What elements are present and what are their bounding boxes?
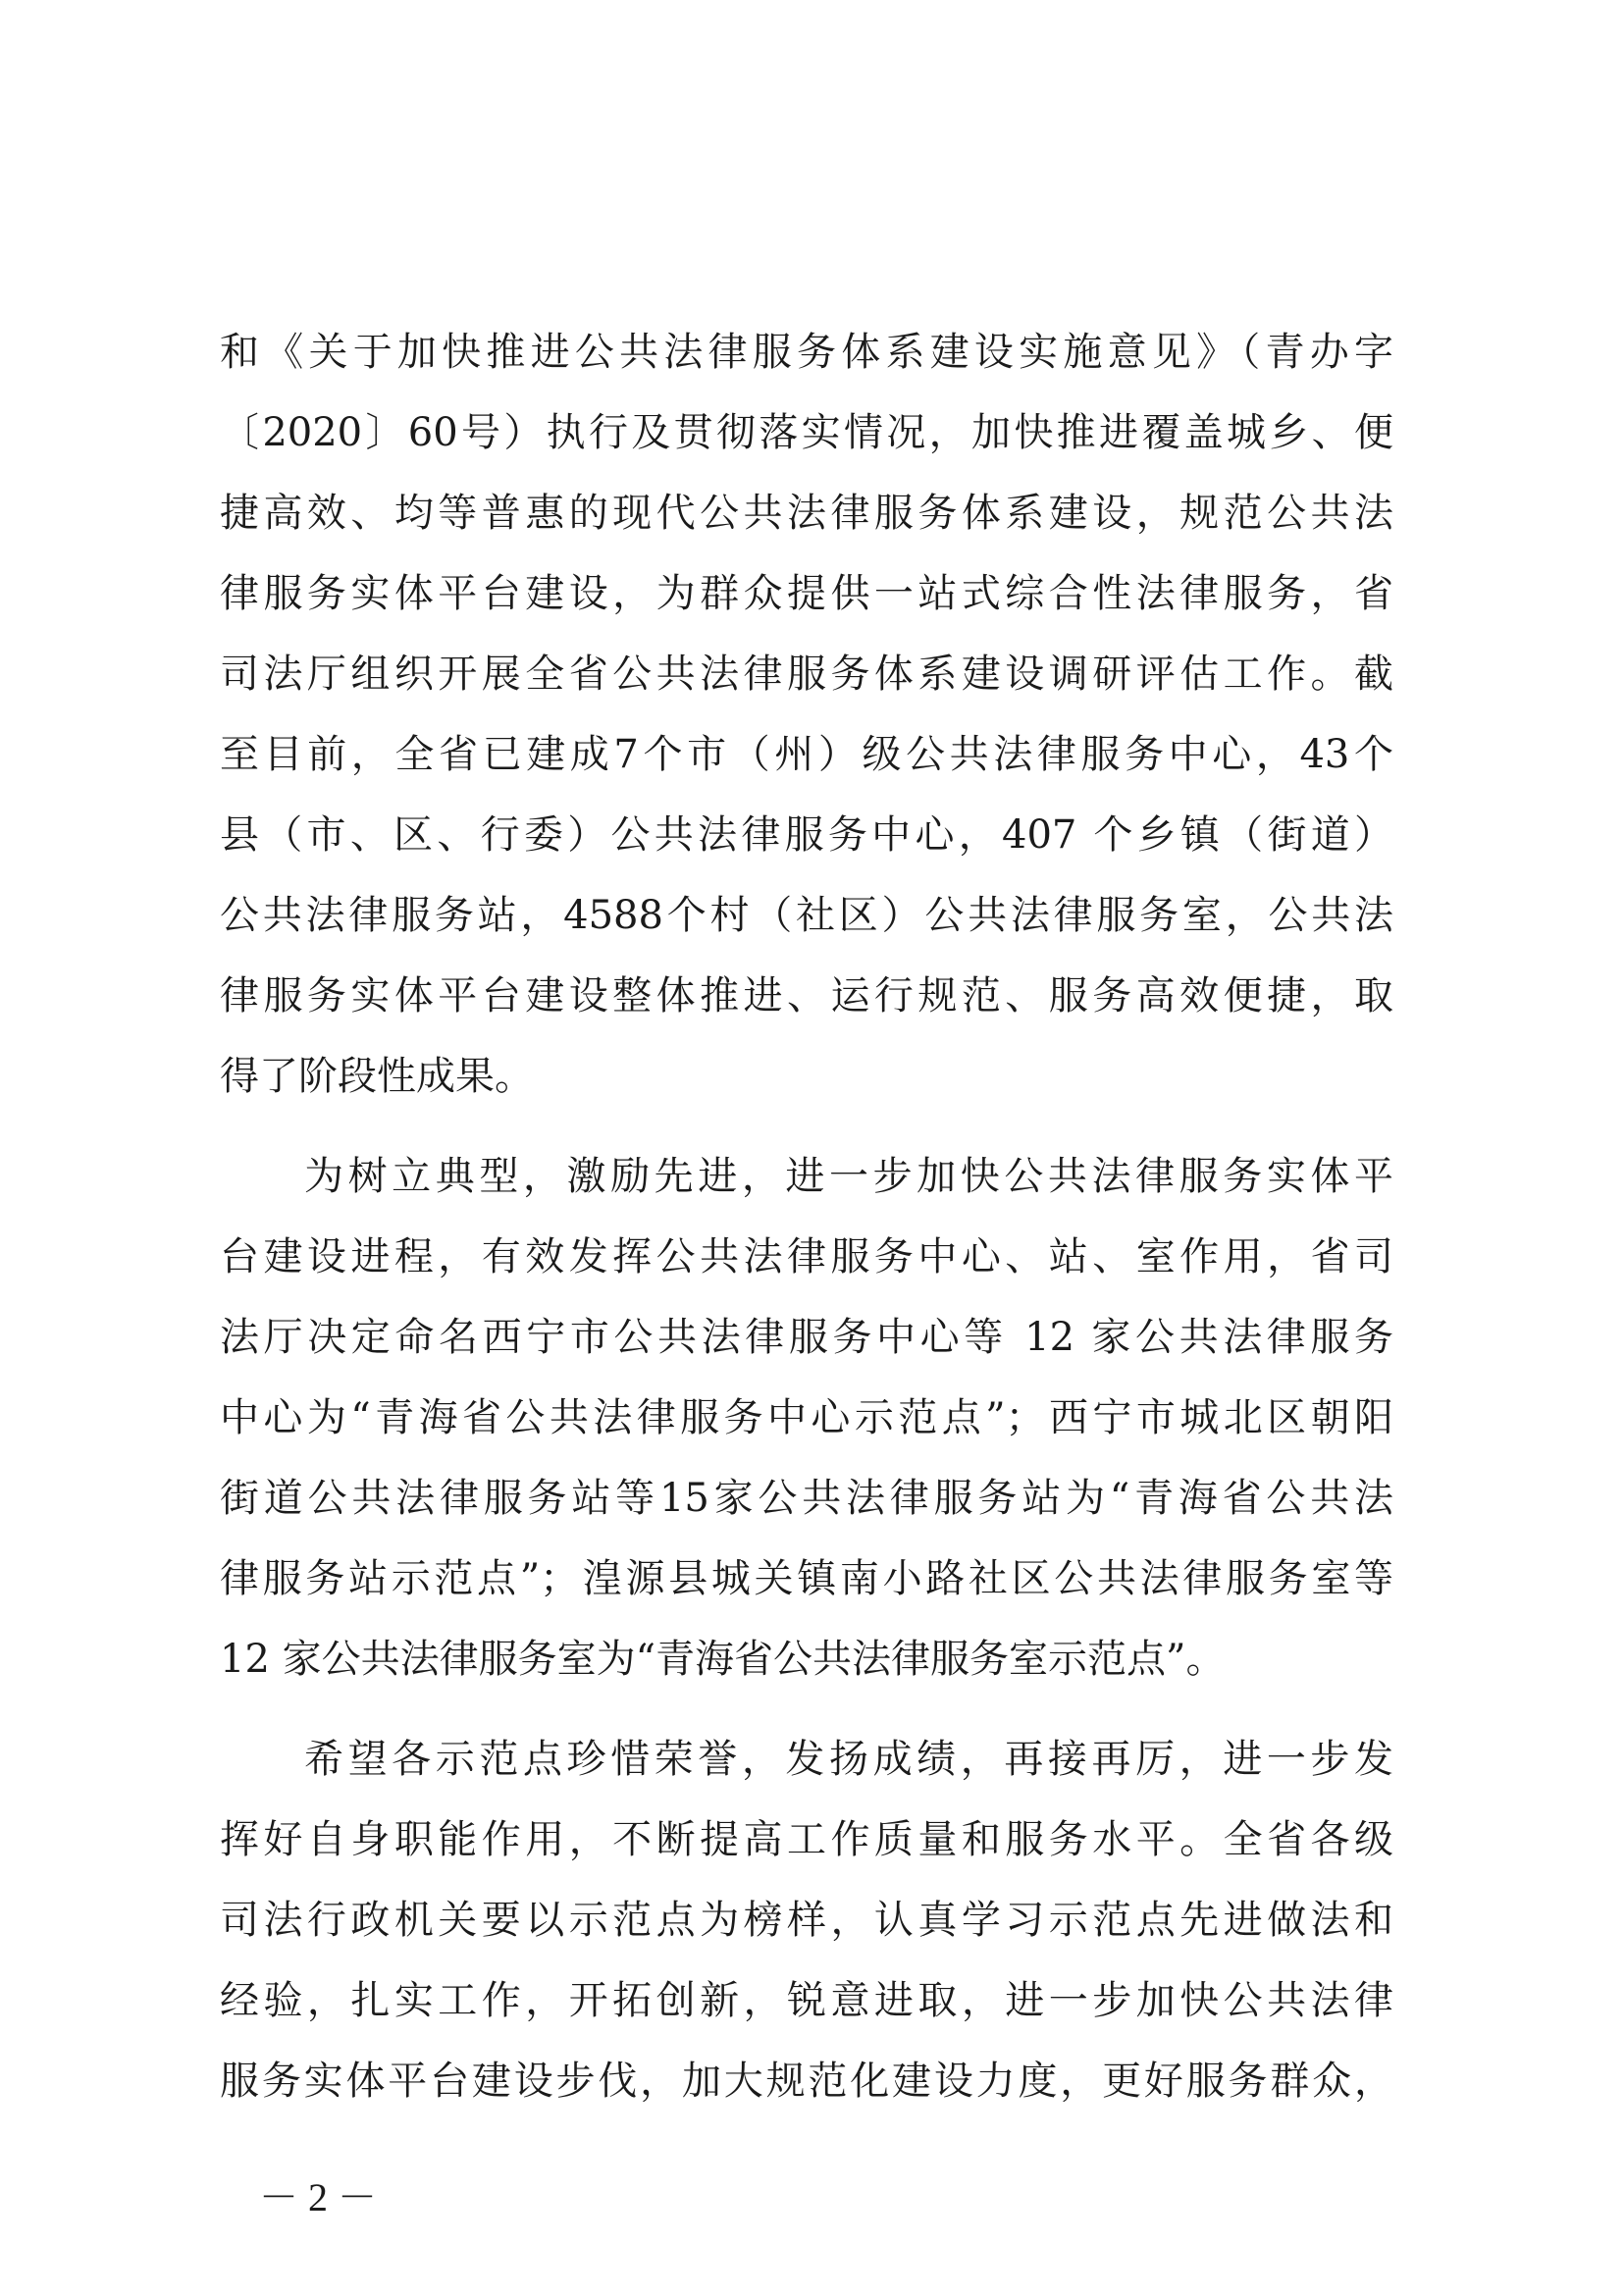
text-line: 司法厅组织开展全省公共法律服务体系建设调研评估工作。截 — [220, 652, 1393, 697]
page-number: － 2 － — [259, 2175, 377, 2219]
text-line: 为树立典型，激励先进，进一步加快公共法律服务实体平 — [304, 1154, 1393, 1199]
text-line: 律服务站示范点”；湟源县城关镇南小路社区公共法律服务室等 — [220, 1556, 1393, 1601]
text-line: 法厅决定命名西宁市公共法律服务中心等 12 家公共法律服务 — [220, 1315, 1393, 1360]
text-line: 公共法律服务站，4588个村（社区）公共法律服务室，公共法 — [220, 893, 1393, 938]
text-line: 县（市、区、行委）公共法律服务中心，407 个乡镇（街道） — [220, 812, 1393, 858]
text-line: 律服务实体平台建设整体推进、运行规范、服务高效便捷，取 — [220, 973, 1393, 1018]
text-line: 捷高效、均等普惠的现代公共法律服务体系建设，规范公共法 — [220, 491, 1393, 536]
text-line: 台建设进程，有效发挥公共法律服务中心、站、室作用，省司 — [220, 1234, 1393, 1279]
text-line: 中心为“青海省公共法律服务中心示范点”；西宁市城北区朝阳 — [220, 1395, 1393, 1440]
body-text — [220, 312, 1393, 2121]
text-line: 经验，扎实工作，开拓创新，锐意进取，进一步加快公共法律 — [220, 1978, 1393, 2023]
paragraph-gap — [220, 1699, 1393, 1719]
paragraph — [220, 312, 1393, 1117]
text-line: 得了阶段性成果。 — [220, 1054, 534, 1099]
text-line: 至目前，全省已建成7个市（州）级公共法律服务中心，43个 — [220, 732, 1393, 777]
text-line: 律服务实体平台建设，为群众提供一站式综合性法律服务，省 — [220, 571, 1393, 616]
text-line: 街道公共法律服务站等15家公共法律服务站为“青海省公共法 — [220, 1476, 1393, 1521]
text-line: 12 家公共法律服务室为“青海省公共法律服务室示范点”。 — [220, 1637, 1226, 1682]
text-line: 〔2020〕60号）执行及贯彻落实情况，加快推进覆盖城乡、便 — [220, 410, 1393, 455]
text-line: 和《关于加快推进公共法律服务体系建设实施意见》（青办字 — [220, 330, 1393, 375]
text-line: 司法行政机关要以示范点为榜样，认真学习示范点先进做法和 — [220, 1898, 1393, 1943]
text-line: 服务实体平台建设步伐，加大规范化建设力度，更好服务群众， — [220, 2059, 1393, 2104]
paragraph-gap — [220, 1117, 1393, 1136]
text-line: 挥好自身职能作用，不断提高工作质量和服务水平。全省各级 — [220, 1817, 1393, 1862]
text-line: 希望各示范点珍惜荣誉，发扬成绩，再接再厉，进一步发 — [304, 1737, 1393, 1782]
paragraph — [220, 1719, 1393, 2121]
paragraph — [220, 1136, 1393, 1699]
